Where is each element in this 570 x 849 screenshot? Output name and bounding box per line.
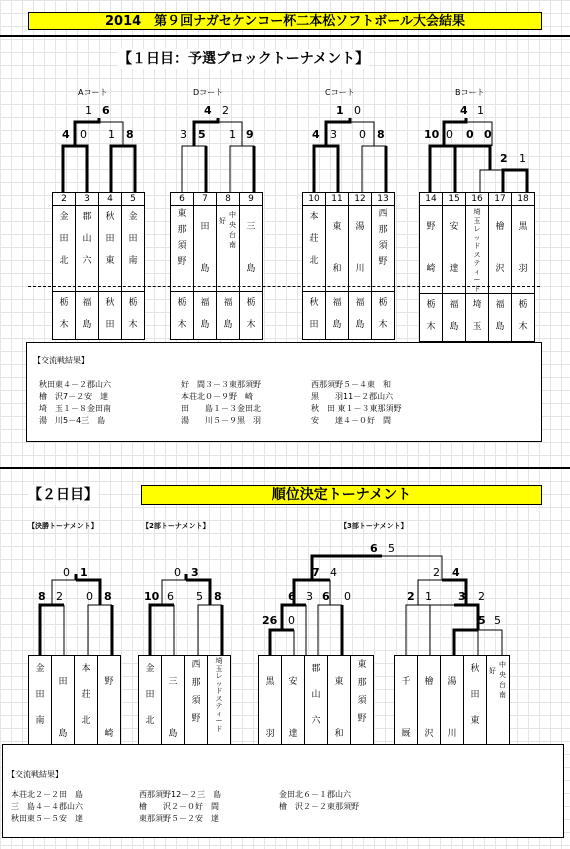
score: 4 [204,104,212,117]
day2-heading: 【２日目】 [28,487,98,503]
page-title: 2014 第９回ナガセケンコー杯二本松ソフトボール大会結果 [28,12,542,30]
team-name: 東和 [328,656,351,761]
results-title: 【交流戦結果】 [7,770,63,779]
score: 0 [288,614,295,627]
team-name: 金田南 [29,656,52,761]
team-name: 野崎 [420,206,443,294]
team-name: 黒羽 [512,206,535,294]
court-label: Cコート [325,88,355,97]
team-name: 埼玉レッドスティード [466,206,489,294]
team-name: 安達 [282,656,305,761]
score: 4 [312,128,320,141]
results-box [26,342,542,442]
score: 4 [452,566,460,579]
team-pref: 福島 [349,292,372,340]
score: 0 [63,566,70,579]
team-name: 金田南 [122,206,145,292]
score: 4 [460,104,468,117]
result: 本荘北２－２田 島 [11,790,83,799]
team-number: 13 [372,193,395,206]
result: 安 達４－０好 間 [311,416,391,425]
score: 1 [80,566,88,579]
tab-label: 【決勝トーナメント】 [28,522,98,530]
score: 0 [359,128,366,141]
score: 2 [407,590,415,603]
team-pref: 栃木 [122,292,145,340]
team-name: 千厩 [395,656,418,761]
team-pref: 福島 [489,294,512,342]
team-pref: 福島 [326,292,349,340]
score: 3 [306,590,313,603]
result: 湯 川5－4三 島 [39,416,106,425]
team-number: 12 [349,193,372,206]
result: 秋田東４－２郡山六 [39,380,111,389]
team-number: 18 [512,193,535,206]
score: 1 [336,104,344,117]
score: 2 [500,152,508,165]
team-pref: 秋田 [99,292,122,340]
team-name: 本荘北 [303,206,326,292]
divider [0,467,570,469]
score: 6 [167,590,174,603]
score: 9 [246,128,254,141]
result: 田 島１－３金田北 [181,404,261,413]
result: 本荘北０－９野 崎 [181,392,253,401]
result: 東那須野５－２安 達 [139,814,219,823]
team-number: 4 [99,193,122,206]
score: 5 [478,614,486,627]
team-number: 14 [420,193,443,206]
score: 1 [229,128,236,141]
results-list [39,379,402,427]
team-name: 三島 [162,656,185,761]
score: 1 [519,152,526,165]
result: 好 間３－３東那須野 [181,380,261,389]
team-pref: 福島 [76,292,99,340]
results-box [2,744,564,838]
score: 8 [126,128,134,141]
team-name: 金田北 [53,206,76,292]
team-name: 田島 [194,206,217,292]
results-list [11,789,359,825]
result: 湯 川５－９黒 羽 [181,416,261,425]
score: 4 [62,128,70,141]
team-number: 6 [171,193,194,206]
score: 1 [425,590,432,603]
team-name: 檜沢 [489,206,512,294]
result: 三 島４－４郡山六 [11,802,83,811]
result: 檜 沢7－２安 達 [39,392,109,401]
team-pref: 福島 [217,292,240,340]
day2-brackets [0,500,570,660]
team-number: 17 [489,193,512,206]
score: 4 [330,566,337,579]
score: 8 [377,128,385,141]
team-pref: 福島 [194,292,217,340]
day1-heading: 【１日目：予選ブロックトーナメント】 [118,51,370,67]
score: 1 [108,128,115,141]
team-table [52,192,145,340]
team-name: 東那須野 [351,656,374,761]
team-name: 田島 [52,656,75,761]
team-number: 10 [303,193,326,206]
score: 26 [262,614,278,627]
score: 5 [388,542,395,555]
team-pref: 栃木 [240,292,263,340]
score: 0 [174,566,181,579]
score: 0 [86,590,93,603]
score: 10 [424,128,440,141]
court-label: Aコート [78,88,108,97]
team-pref: 福島 [443,294,466,342]
team-pref: 栃木 [420,294,443,342]
result: 黒 羽11－２郡山六 [311,392,394,401]
result: 秋田東５－５安 達 [11,814,83,823]
team-pref: 栃木 [372,292,395,340]
team-name: 安達 [443,206,466,294]
team-name: 湯川 [441,656,464,761]
score: 5 [198,128,206,141]
team-pref: 栃木 [512,294,535,342]
team-number: 9 [240,193,263,206]
result: 西那須野５－４東 和 [311,380,391,389]
team-name: 郡山六 [305,656,328,761]
score: 6 [102,104,110,117]
result: 秋 田 東１－３東那須野 [311,404,402,413]
result: 西那須野12－２三 島 [139,790,222,799]
team-name: 秋田東 [99,206,122,292]
court-label: Dコート [193,88,224,97]
team-pref: 栃木 [171,292,194,340]
team-name: 野崎 [98,656,121,761]
result: 金田北６－１郡山六 [279,790,351,799]
team-name: 檜沢 [418,656,441,761]
score: 7 [312,566,320,579]
court-label: Bコート [455,88,485,97]
team-name: 西那須野 [372,206,395,292]
team-number: 7 [194,193,217,206]
team-name: 湯川 [349,206,372,292]
team-name: 黒羽 [259,656,282,761]
score: 1 [477,104,484,117]
score: 8 [104,590,112,603]
team-name: 埼玉レッドスティード [208,656,231,761]
score: 1 [85,104,92,117]
score: 0 [446,128,453,141]
result: 埼 玉１－８金田南 [39,404,111,413]
team-name: 金田北 [139,656,162,761]
team-name: 秋田東 [464,656,487,761]
pref-divider [28,286,540,287]
score: 5 [494,614,501,627]
score: 8 [214,590,222,603]
score: 6 [288,590,296,603]
tab-label: 【3部トーナメント】 [340,522,408,530]
score: 0 [466,128,474,141]
team-name: 東那須野 [171,206,194,292]
team-table [302,192,395,340]
team-name: 東和 [326,206,349,292]
team-name: 好 中央台南 [487,656,510,761]
score: 0 [484,128,492,141]
score: 6 [322,590,330,603]
score: 3 [330,128,337,141]
team-number: 15 [443,193,466,206]
tab-label: 【2部トーナメント】 [142,522,210,530]
team-number: 16 [466,193,489,206]
team-number: 11 [326,193,349,206]
score: 8 [38,590,46,603]
score: 0 [354,104,361,117]
team-name: 郡山六 [76,206,99,292]
score: 2 [433,566,440,579]
team-table [170,192,263,340]
team-number: 5 [122,193,145,206]
score: 3 [191,566,199,579]
team-number: 2 [53,193,76,206]
score: 2 [56,590,63,603]
score: 10 [144,590,160,603]
team-name: 西那須野 [185,656,208,761]
team-pref: 埼玉 [466,294,489,342]
score: 2 [222,104,229,117]
results-title: 【交流戦結果】 [33,356,89,365]
score: 0 [80,128,87,141]
score: 5 [196,590,203,603]
team-number: 8 [217,193,240,206]
score: 3 [458,590,466,603]
score: 0 [344,590,351,603]
team-name: 本荘北 [75,656,98,761]
team-pref: 栃木 [53,292,76,340]
result: 檜 沢２－２東那須野 [279,802,359,811]
team-pref: 秋田 [303,292,326,340]
score: 2 [478,590,485,603]
team-table [419,192,535,342]
score: 6 [370,542,378,555]
day2-subtitle: 順位決定トーナメント [141,485,542,505]
result: 檜 沢２－０好 間 [139,802,219,811]
day1-brackets [0,0,570,200]
score: 3 [180,128,187,141]
team-name: 三島 [240,206,263,292]
team-name: 好 中央台南 [217,206,240,292]
team-number: 3 [76,193,99,206]
